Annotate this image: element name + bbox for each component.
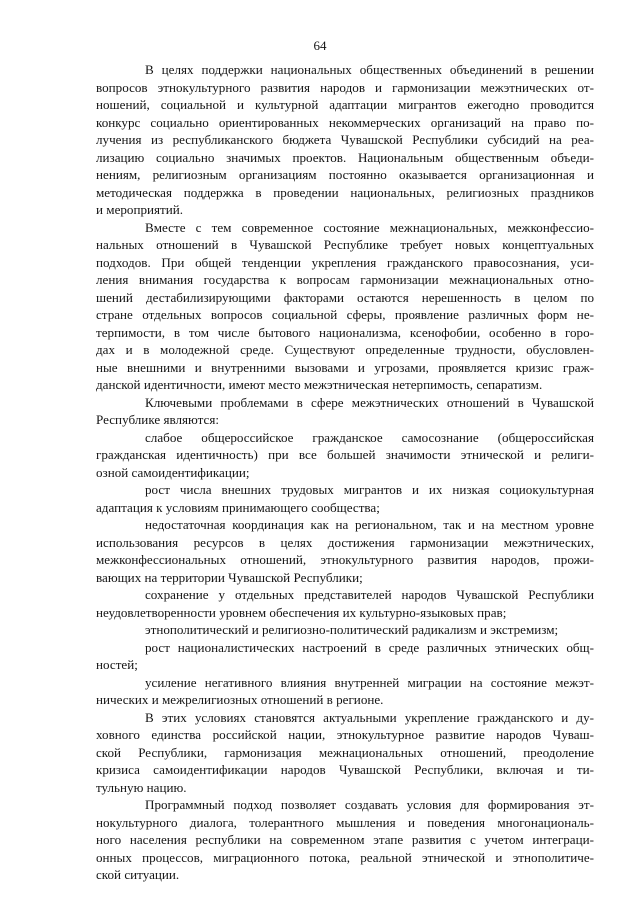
text-line: Вместе с тем современное состояние межнациональных, межконфессио- xyxy=(145,219,594,235)
text-line: ношений, социальной и культурной адаптации мигрантов ежегодно проводится xyxy=(96,97,594,112)
text-line: Программный подход позволяет создавать условия для формирования эт- xyxy=(145,797,594,812)
paragraph xyxy=(96,516,594,586)
paragraph xyxy=(96,394,594,429)
text-line: адаптация к условиям принимающего сообщества; xyxy=(96,499,380,515)
text-line: дах и в молодежной среде. Существуют определенные трудности, обусловлен- xyxy=(96,342,594,357)
paragraph xyxy=(96,429,594,482)
text-line: ховного единства российской нации, этнокультурное развитие народов Чуваш- xyxy=(96,727,594,742)
text-line: ные внешними и внутренними вызовами и угрозами, проявляется кризис граж- xyxy=(96,359,594,375)
paragraph xyxy=(96,709,594,797)
text-line: нальных отношений в Чувашской Республике требует новых концептуальных xyxy=(96,237,594,252)
text-line: этнополитический и религиозно-политический радикализм и экстремизм; xyxy=(145,622,559,637)
text-line: методическая поддержка в проведении национальных, религиозных праздников xyxy=(96,184,594,200)
text-line: онных процессов, миграционного потока, реальной этнической и этнополитиче- xyxy=(96,849,594,865)
text-line: использования ресурсов в целях достижения гармонизации межэтнических, xyxy=(96,534,594,550)
document-body xyxy=(96,61,594,884)
text-line: ного населения республики на современном этапе развития с учетом интеграци- xyxy=(96,832,594,847)
text-line: данской идентичности, имеют место межэтническая нетерпимость, сепаратизм. xyxy=(96,377,543,392)
text-line: тульную нацию. xyxy=(96,779,187,795)
text-line: озной самоидентификации; xyxy=(96,464,250,480)
text-line: В целях поддержки национальных общественных объединений в решении xyxy=(145,62,594,77)
text-line: усиление негативного влияния внутренней миграции на состояние межэт- xyxy=(145,674,594,690)
text-line: кризиса самоидентификации народов Чувашской Республики, включая и ти- xyxy=(96,762,594,777)
text-line: Республике являются: xyxy=(96,412,219,427)
paragraph xyxy=(96,796,594,884)
text-line: нических и межрелигиозных отношений в регионе. xyxy=(96,692,384,707)
text-line: слабое общероссийское гражданское самосознание (общероссийская xyxy=(145,429,594,445)
text-line: неудовлетворенности уровнем обеспечения их культурно-языковых прав; xyxy=(96,604,507,620)
text-line: вающих на территории Чувашской Республики; xyxy=(96,569,363,585)
paragraph xyxy=(96,219,594,394)
text-line: рост числа внешних трудовых мигрантов и их низкая социокультурная xyxy=(145,482,594,497)
text-line: В этих условиях становятся актуальными укрепление гражданского и ду- xyxy=(145,709,594,725)
text-line: гражданская идентичность) при все большей значимости этнической и религи- xyxy=(96,447,594,462)
text-line: стране отдельных вопросов социальной сферы, проявление различных форм не- xyxy=(96,307,594,322)
text-line: шений дестабилизирующими факторами остаются нерешенность в целом по xyxy=(96,289,594,305)
text-line: нокультурного диалога, толерантного мышления и поведения многонациональ- xyxy=(96,814,594,830)
text-line: лизацию социально значимых проектов. Национальным общественным объеди- xyxy=(96,149,594,165)
text-line: ской Республики, гармонизация межнациональных отношений, преодоление xyxy=(96,744,594,760)
text-line: лучения из республиканского бюджета Чувашской Республики субсидий на реа- xyxy=(96,132,594,147)
text-line: вопросов этнокультурного развития народов и гармонизации межэтнических от- xyxy=(96,79,594,95)
text-line: подходов. При общей тенденции укрепления гражданского правосознания, уси- xyxy=(96,254,594,270)
text-line: сохранение у отдельных представителей народов Чувашской Республики xyxy=(145,587,594,602)
text-line: нениям, религиозным организациям постоянно оказывается организационная и xyxy=(96,167,594,182)
text-line: и мероприятий. xyxy=(96,202,184,217)
text-line: терпимости, в том числе бытового национализма, ксенофобии, особенно в горо- xyxy=(96,324,594,340)
paragraph xyxy=(96,674,594,709)
paragraph xyxy=(96,481,594,516)
paragraph xyxy=(96,61,594,219)
paragraph xyxy=(96,621,594,639)
text-line: ской ситуации. xyxy=(96,867,180,882)
text-line: межконфессиональных отношений, этнокультурного развития народов, прожи- xyxy=(96,552,594,567)
page-number: 64 xyxy=(313,38,327,53)
text-line: ления внимания государства к вопросам гармонизации межнациональных отно- xyxy=(96,272,594,287)
text-line: конкурс социально ориентированных некоммерческих организаций на право по- xyxy=(96,114,594,130)
text-line: недостаточная координация как на региональном, так и на местном уровне xyxy=(145,517,594,532)
paragraph xyxy=(96,639,594,674)
text-line: Ключевыми проблемами в сфере межэтнических отношений в Чувашской xyxy=(145,394,594,410)
text-line: рост националистических настроений в среде различных этнических общ- xyxy=(145,639,594,655)
paragraph xyxy=(96,586,594,621)
text-line: ностей; xyxy=(96,657,138,672)
